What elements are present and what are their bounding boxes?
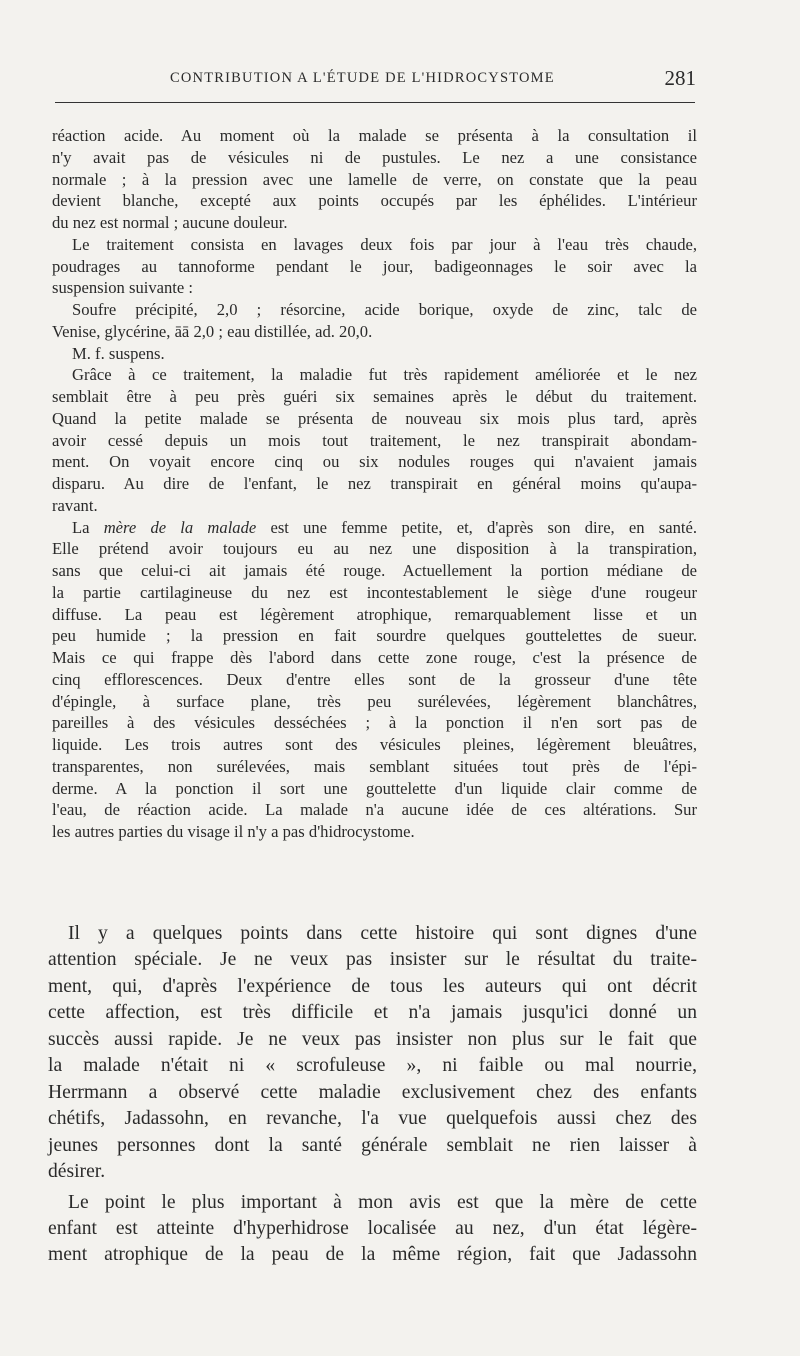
text-line: sans que celui-ci ait jamais été rouge. Actuellement la portion médiane de (52, 561, 697, 580)
page-header (50, 66, 696, 92)
text-line: normale ; à la pression avec une lamelle de verre, on constate que la peau (52, 169, 697, 189)
text-line: Venise, glycérine, āā 2,0 ; eau distillée, ad. 20,0. (52, 321, 373, 341)
text-line: semblait être à peu près guéri six semaines après le début du traitement. (52, 387, 697, 406)
text-line: poudrages au tannoforme pendant le jour, badigeonnages le soir avec la (52, 256, 697, 276)
text-line: derme. A la ponction il sort une gouttelette d'un liquide clair comme de (52, 778, 697, 798)
text-line: peu humide ; la pression en fait sourdre quelques gouttelettes de sueur. (52, 626, 697, 646)
text-line: l'eau, de réaction acide. La malade n'a aucune idée de ces altérations. Sur (52, 800, 697, 820)
text-line: succès aussi rapide. Je ne veux pas insister non plus sur le fait que (48, 1028, 697, 1050)
text-line: cinq efflorescences. Deux d'entre elles sont de la grosseur d'une tête (52, 669, 697, 689)
text-line: attention spéciale. Je ne veux pas insister sur le résultat du traite- (48, 949, 697, 971)
text-line: ment. On voyait encore cinq ou six nodules rouges qui n'avaient jamais (52, 452, 697, 472)
text-line: Elle prétend avoir toujours eu au nez une disposition à la transpiration, (52, 539, 697, 559)
text-line: chétifs, Jadassohn, en revanche, l'a vue quelquefois aussi chez des (48, 1108, 697, 1130)
text-line: Herrmann a observé cette maladie exclusivement chez des enfants (48, 1081, 697, 1103)
discussion-block (48, 921, 697, 1269)
text-line: enfant est atteinte d'hyperhidrose localisée au nez, d'un état légère- (48, 1217, 697, 1239)
text-line: la partie cartilagineuse du nez est incontestablement le siège d'une rougeur (52, 582, 697, 602)
text-line: désirer. (48, 1161, 106, 1183)
text-line: Il y a quelques points dans cette histoire qui sont dignes d'une (68, 923, 697, 944)
text-line: suspension suivante : (52, 278, 194, 298)
text-line: Quand la petite malade se présenta de nouveau six mois plus tard, après (52, 408, 697, 428)
text-line: transparentes, non surélevées, mais semblant situées tout près de l'épi- (52, 756, 697, 776)
text-line: les autres parties du visage il n'y a pas d'hidrocystome. (52, 822, 415, 841)
text-line: Le point le plus important à mon avis est que la mère de cette (68, 1191, 697, 1213)
text-line: Le traitement consista en lavages deux fois par jour à l'eau très chaude, (72, 234, 697, 254)
text-line: avoir cessé depuis un mois tout traitement, le nez transpirait abondam- (52, 430, 697, 450)
text-line: la malade n'était ni « scrofuleuse », ni faible ou mal nourrie, (48, 1055, 697, 1077)
text-line: ravant. (52, 495, 98, 515)
text-line: du nez est normal ; aucune douleur. (52, 213, 288, 232)
text-line: ment atrophique de la peau de la même région, fait que Jadassohn (48, 1244, 697, 1266)
header-rule (55, 102, 695, 103)
text-line: Mais ce qui frappe dès l'abord dans cette zone rouge, c'est la présence de (52, 648, 697, 667)
text-line: ment, qui, d'après l'expérience de tous les auteurs qui ont décrit (48, 975, 697, 997)
text-line: jeunes personnes dont la santé générale semblait ne rien laisser à (48, 1134, 697, 1156)
text-line: disparu. Au dire de l'enfant, le nez transpirait en général moins qu'aupa- (52, 474, 697, 493)
running-head: CONTRIBUTION A L'ÉTUDE DE L'HIDROCYSTOME (170, 70, 555, 86)
text-line: liquide. Les trois autres sont des vésicules pleines, légèrement bleuâtres, (52, 735, 697, 754)
text-line: pareilles à des vésicules desséchées ; à la ponction il n'en sort pas de (52, 713, 697, 733)
text-line: diffuse. La peau est légèrement atrophique, remarquablement lisse et un (52, 604, 697, 624)
text-line: La mère de la malade est une femme petite, et, d'après son dire, en santé. (72, 517, 698, 537)
case-report-block (52, 125, 697, 843)
text-line: réaction acide. Au moment où la malade se présenta à la consultation il (52, 126, 697, 145)
text-line: n'y avait pas de vésicules ni de pustules. Le nez a une consistance (52, 147, 697, 167)
text-line: d'épingle, à surface plane, très peu surélevées, légèrement blanchâtres, (52, 691, 697, 711)
text-line: Soufre précipité, 2,0 ; résorcine, acide borique, oxyde de zinc, talc de (72, 300, 697, 319)
text-line: M. f. suspens. (72, 343, 165, 363)
text-line: Grâce à ce traitement, la maladie fut très rapidement améliorée et le nez (72, 365, 697, 385)
text-line: cette affection, est très difficile et n'a jamais jusqu'ici donné un (48, 1002, 697, 1024)
text-line: devient blanche, excepté aux points occupés par les éphélides. L'intérieur (52, 191, 697, 211)
page-number: 281 (664, 66, 696, 90)
